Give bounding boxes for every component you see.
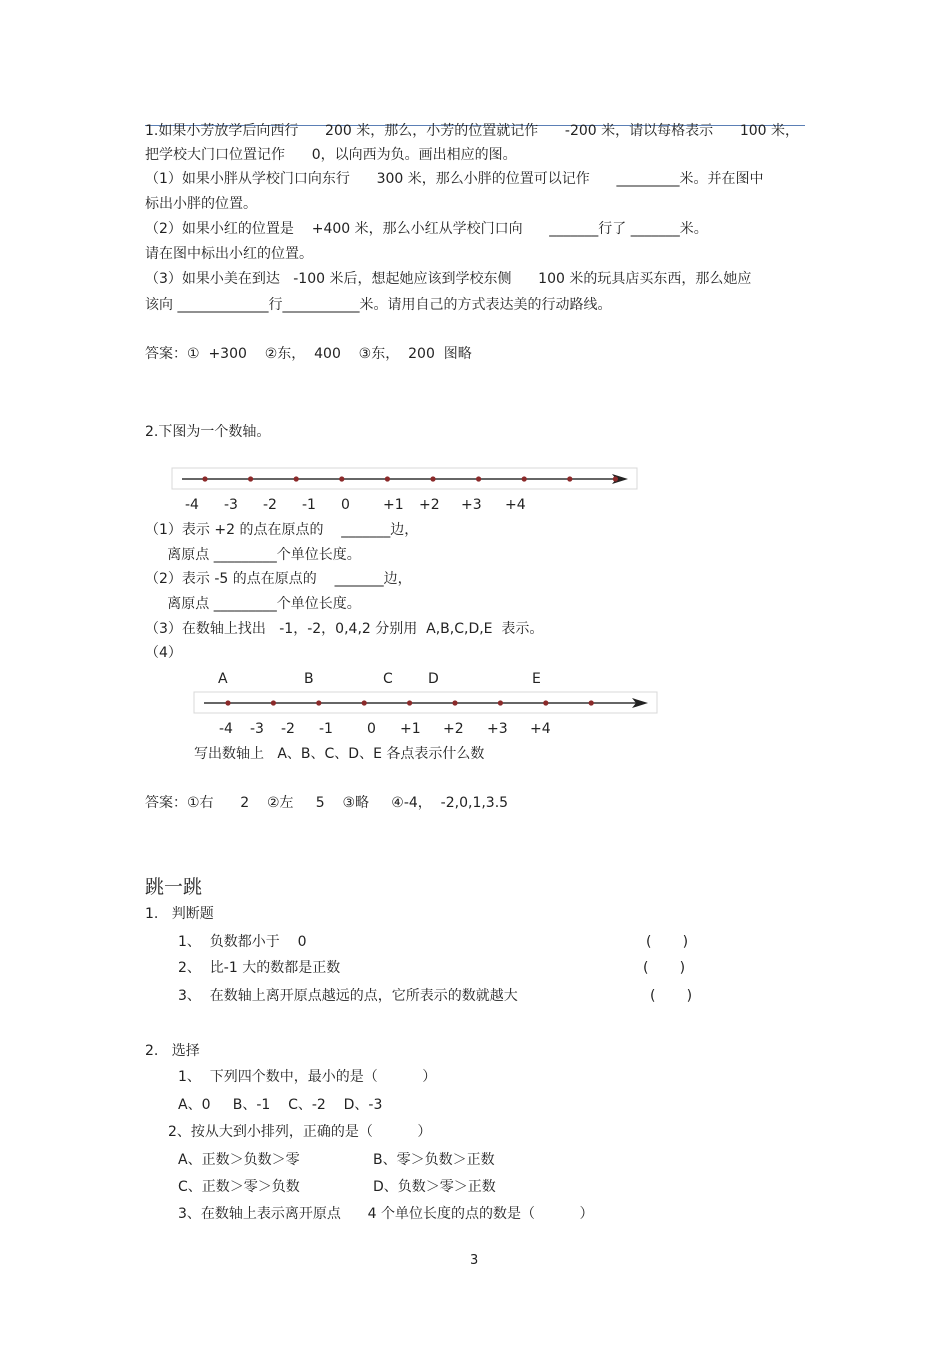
section-title: 跳一跳 — [145, 876, 203, 898]
q1-line-7: （3）如果小美在到达 -100 米后，想起她应该到学校东侧 100 米的玩具店买东西，那么她应 — [145, 271, 752, 287]
q2-line-6: （4） — [145, 645, 182, 661]
axis-2-tick-label: 0 — [367, 721, 376, 737]
axis-1-tick-label: -2 — [263, 497, 277, 513]
axis-1-dot — [339, 476, 344, 481]
page-number: 3 — [470, 1253, 479, 1268]
axis-1-dot — [385, 476, 390, 481]
q2-line-3: （2）表示 -5 的点在原点的 _______边， — [145, 571, 412, 587]
q1-line-6: 请在图中标出小红的位置。 — [145, 246, 313, 262]
q1-line-3: （1）如果小胖从学校门口向东行 300 米，那么小胖的位置可以记作 _________米。并在图中 — [145, 171, 764, 187]
q1-answer: 答案：① +300 ②东， 400 ③东， 200 图略 — [145, 346, 472, 362]
axis-2-dot — [316, 700, 321, 705]
judge-bracket-3[interactable]: ( ) — [650, 988, 693, 1004]
axis-2-tick-label: -2 — [281, 721, 295, 737]
judge-bracket-2[interactable]: ( ) — [643, 960, 686, 976]
axis-1-tick-label: -3 — [224, 497, 238, 513]
q2-line-4: 离原点 _________个单位长度。 — [145, 596, 361, 612]
axis-1-tick-label: +3 — [461, 497, 482, 513]
axis-2-dot — [452, 700, 457, 705]
axis-2-letter-b: B — [304, 671, 314, 687]
judge-item-2: 2、 比-1 大的数都是正数 — [178, 960, 341, 976]
axis-1-tick-label: +1 — [383, 497, 404, 513]
choice-q2-option-b: B、零＞负数＞正数 — [373, 1152, 495, 1168]
axis-2-letter-a: A — [218, 671, 228, 687]
axis-1-dot — [613, 476, 618, 481]
axis-2-dot — [407, 700, 412, 705]
judge-item-3: 3、 在数轴上离开原点越远的点，它所表示的数就越大 — [178, 988, 518, 1004]
choice-heading: 2. 选择 — [145, 1043, 200, 1059]
axis-2-tick-label: +2 — [443, 721, 464, 737]
axis-2-letter-c: C — [383, 671, 393, 687]
choice-q3: 3、在数轴上表示离开原点 4 个单位长度的点的数是（ ） — [178, 1206, 594, 1222]
choice-q2: 2、按从大到小排列，正确的是（ ） — [168, 1124, 432, 1140]
axis-2-tick-label: -4 — [219, 721, 233, 737]
axis-1-tick-label: -4 — [185, 497, 199, 513]
axis-2-dot — [271, 700, 276, 705]
choice-q1-options: A、0 B、-1 C、-2 D、-3 — [178, 1097, 383, 1113]
axis-1-dot — [202, 476, 207, 481]
q1-line-8: 该向 _____________行___________米。请用自己的方式表达美的行动路线。 — [145, 297, 612, 313]
q1-line-4: 标出小胖的位置。 — [145, 196, 257, 212]
axis-2-tick-label: -3 — [250, 721, 264, 737]
q1-line-5: （2）如果小红的位置是 +400 米，那么小红从学校门口向 _______行了 _______米。 — [145, 221, 708, 237]
axis-1-dot — [522, 476, 527, 481]
number-axis-1 — [170, 466, 640, 492]
axis-1-tick-label: 0 — [341, 497, 350, 513]
axis-1-dot — [294, 476, 299, 481]
choice-q2-option-a: A、正数＞负数＞零 — [178, 1152, 300, 1168]
axis-2-dot — [498, 700, 503, 705]
axis-1-tick-label: +2 — [419, 497, 440, 513]
axis-1-dot — [430, 476, 435, 481]
choice-q2-option-d: D、负数＞零＞正数 — [373, 1179, 496, 1195]
judge-item-1: 1、 负数都小于 0 — [178, 934, 307, 950]
axis-2-tick-label: +3 — [487, 721, 508, 737]
axis-1-dot — [476, 476, 481, 481]
q2-title: 2.下图为一个数轴。 — [145, 424, 271, 440]
q2-answer: 答案：①右 2 ②左 5 ③略 ④-4， -2,0,1,3.5 — [145, 795, 509, 811]
axis-2-tick-label: +4 — [530, 721, 551, 737]
q2-line-1: （1）表示 +2 的点在原点的 _______边， — [145, 522, 419, 538]
q2-line-5: （3）在数轴上找出 -1，-2，0,4,2 分别用 A,B,C,D,E 表示。 — [145, 621, 544, 637]
axis-2-caption: 写出数轴上 A、B、C、D、E 各点表示什么数 — [194, 746, 485, 762]
axis-2-tick-label: +1 — [400, 721, 421, 737]
axis-2-dot — [225, 700, 230, 705]
q2-line-2: 离原点 _________个单位长度。 — [145, 547, 361, 563]
axis-1-dot — [567, 476, 572, 481]
axis-2-dot — [589, 700, 594, 705]
axis-2-tick-label: -1 — [319, 721, 333, 737]
axis-1-tick-label: +4 — [505, 497, 526, 513]
number-axis-2 — [192, 690, 660, 716]
judge-bracket-1[interactable]: ( ) — [646, 934, 689, 950]
q1-line-2: 把学校大门口位置记作 0，以向西为负。画出相应的图。 — [145, 147, 517, 163]
q1-line-1: 1.如果小芳放学后向西行 200 米，那么，小芳的位置就记作 -200 米，请以每格表示 100 米， — [145, 123, 800, 139]
axis-2-letter-e: E — [532, 671, 541, 687]
judge-heading: 1. 判断题 — [145, 906, 214, 922]
axis-2-dot — [362, 700, 367, 705]
choice-q1: 1、 下列四个数中，最小的是（ ） — [178, 1069, 437, 1085]
axis-1-tick-label: -1 — [302, 497, 316, 513]
axis-1-dot — [248, 476, 253, 481]
axis-2-dot — [543, 700, 548, 705]
axis-2-letter-d: D — [428, 671, 439, 687]
choice-q2-option-c: C、正数＞零＞负数 — [178, 1179, 300, 1195]
